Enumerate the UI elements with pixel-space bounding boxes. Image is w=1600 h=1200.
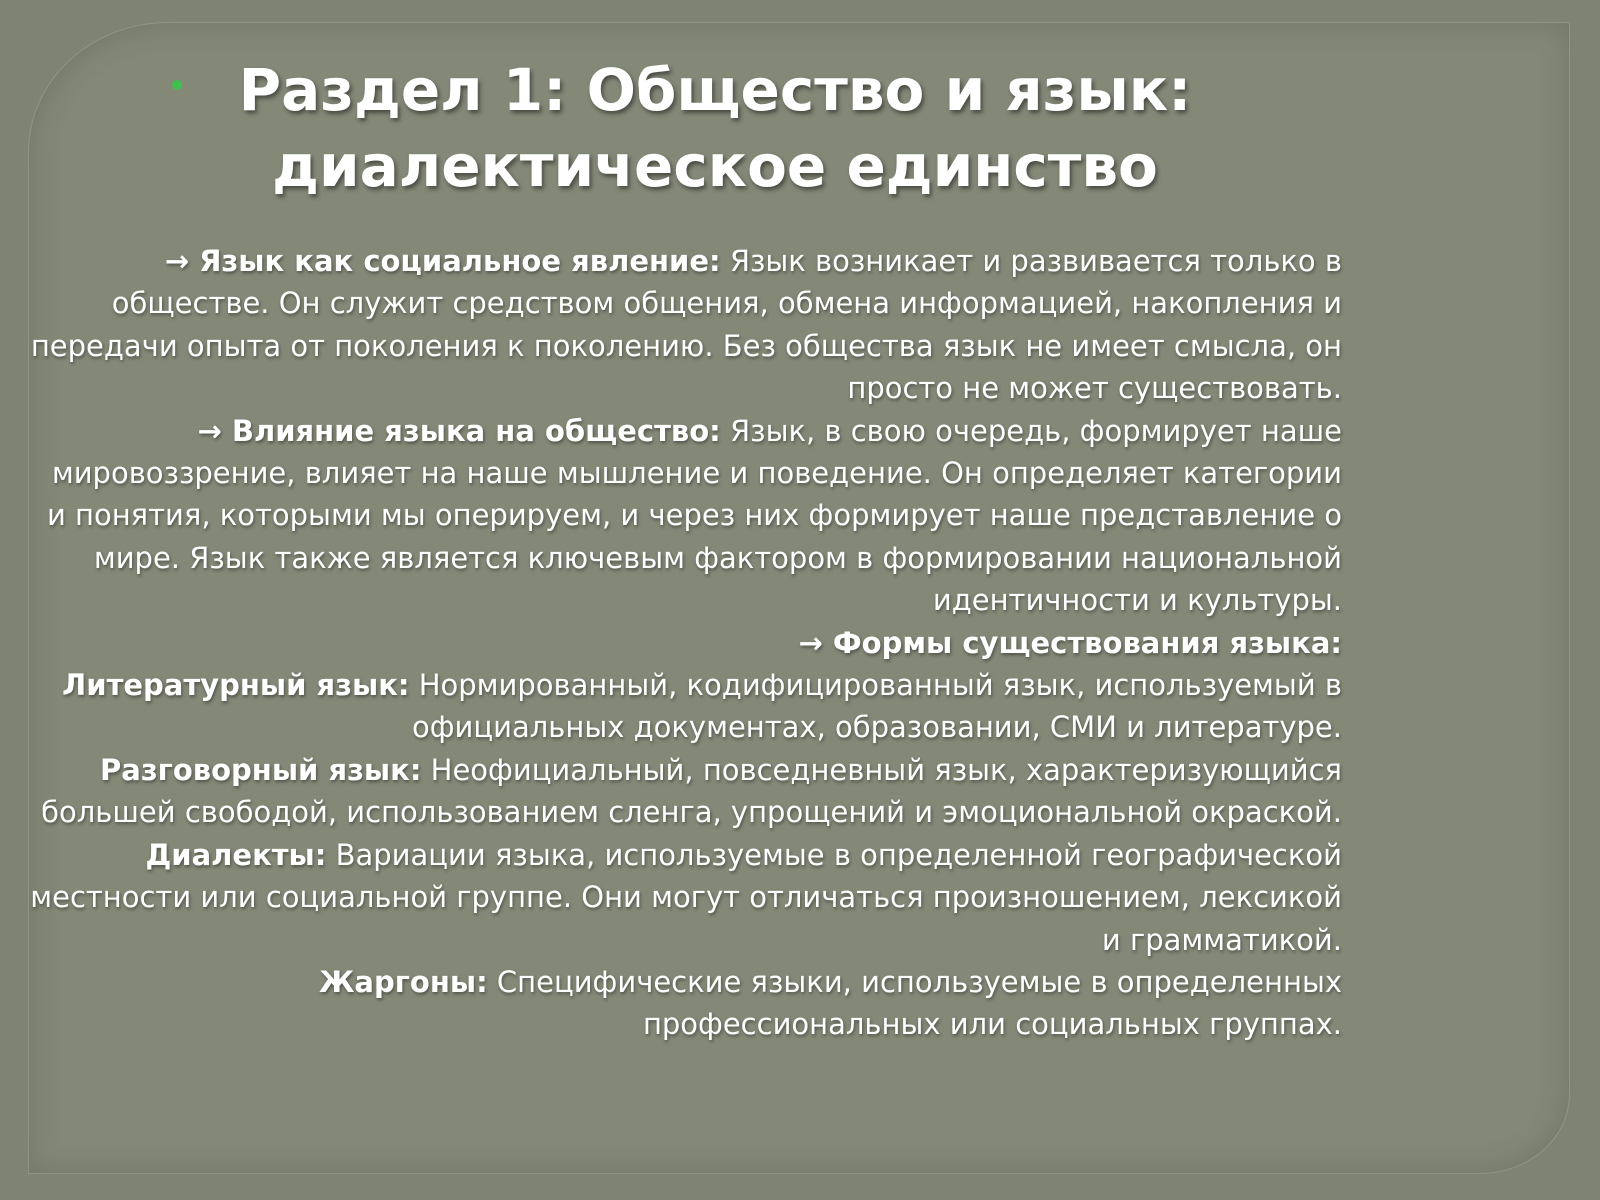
slide-title-line-1: Раздел 1: Общество и язык:	[238, 56, 1192, 124]
paragraph-text: Язык, в свою очередь, формирует наше мировоззрение, влияет на наше мышление и поведение. Он определяет категории и понятия, которыми мы оперируем, и через них формирует наше представление о мире. Язык также является ключевым фактором в формировании национальной идентичности и культуры.	[46, 413, 1342, 618]
paragraph-text: Вариации языка, используемые в определенной географической местности или социальной группе. Они могут отличаться произношением, лексикой и грамматикой.	[30, 837, 1342, 957]
slide-body	[24, 240, 1342, 1046]
paragraph-lead: → Формы существования языка:	[798, 625, 1342, 660]
paragraph-lead: Жаргоны:	[318, 964, 488, 999]
paragraph-literary	[24, 664, 1342, 749]
paragraph-text: Специфические языки, используемые в определенных профессиональных или социальных группах.	[487, 964, 1342, 1042]
paragraph-text: Неофициальный, повседневный язык, характеризующийся большей свободой, использованием сленга, упрощений и эмоциональной окраской.	[41, 752, 1342, 830]
paragraph-text: Нормированный, кодифицированный язык, используемый в официальных документах, образовании, СМИ и литературе.	[409, 668, 1342, 745]
paragraph-lead: Диалекты:	[145, 837, 327, 872]
paragraph-colloquial	[24, 749, 1342, 834]
paragraph-language-forms	[24, 622, 1342, 664]
paragraph-lead: → Влияние языка на общество:	[197, 413, 721, 448]
paragraph-language-influence	[24, 410, 1342, 622]
paragraph-jargons	[24, 961, 1342, 1046]
slide-title	[150, 52, 1280, 204]
paragraph-lead: Разговорный язык:	[100, 752, 422, 787]
paragraph-language-social	[24, 240, 1342, 410]
slide-title-line-2: диалектическое единство	[272, 132, 1158, 200]
paragraph-dialects	[24, 834, 1342, 961]
paragraph-lead: Литературный язык:	[62, 668, 410, 703]
paragraph-lead: → Язык как социальное явление:	[164, 244, 721, 278]
paragraph-text: Язык возникает и развивается только в обществе. Он служит средством общения, обмена информацией, накопления и передачи опыта от поколения к поколению. Без общества язык не имеет смысла, он просто не может существовать.	[30, 244, 1342, 406]
